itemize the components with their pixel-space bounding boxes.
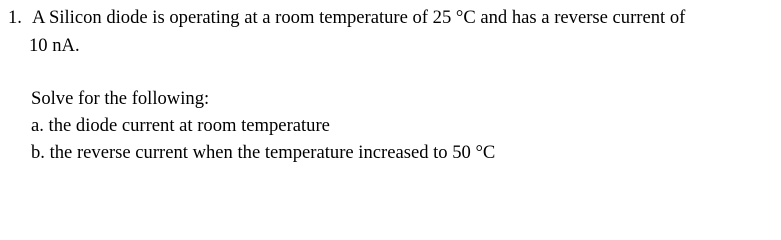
question-text-line-1: A Silicon diode is operating at a room temperature of 25 °C and has a reverse current of xyxy=(31,7,686,28)
instruction-text: Solve for the following: xyxy=(31,88,210,109)
question-number: 1. xyxy=(8,7,22,28)
part-a: a. the diode current at room temperature xyxy=(31,115,330,136)
part-b: b. the reverse current when the temperature increased to 50 °C xyxy=(31,142,496,163)
question-text-line-2: 10 nA. xyxy=(29,35,80,56)
question-line-1 xyxy=(8,6,685,30)
